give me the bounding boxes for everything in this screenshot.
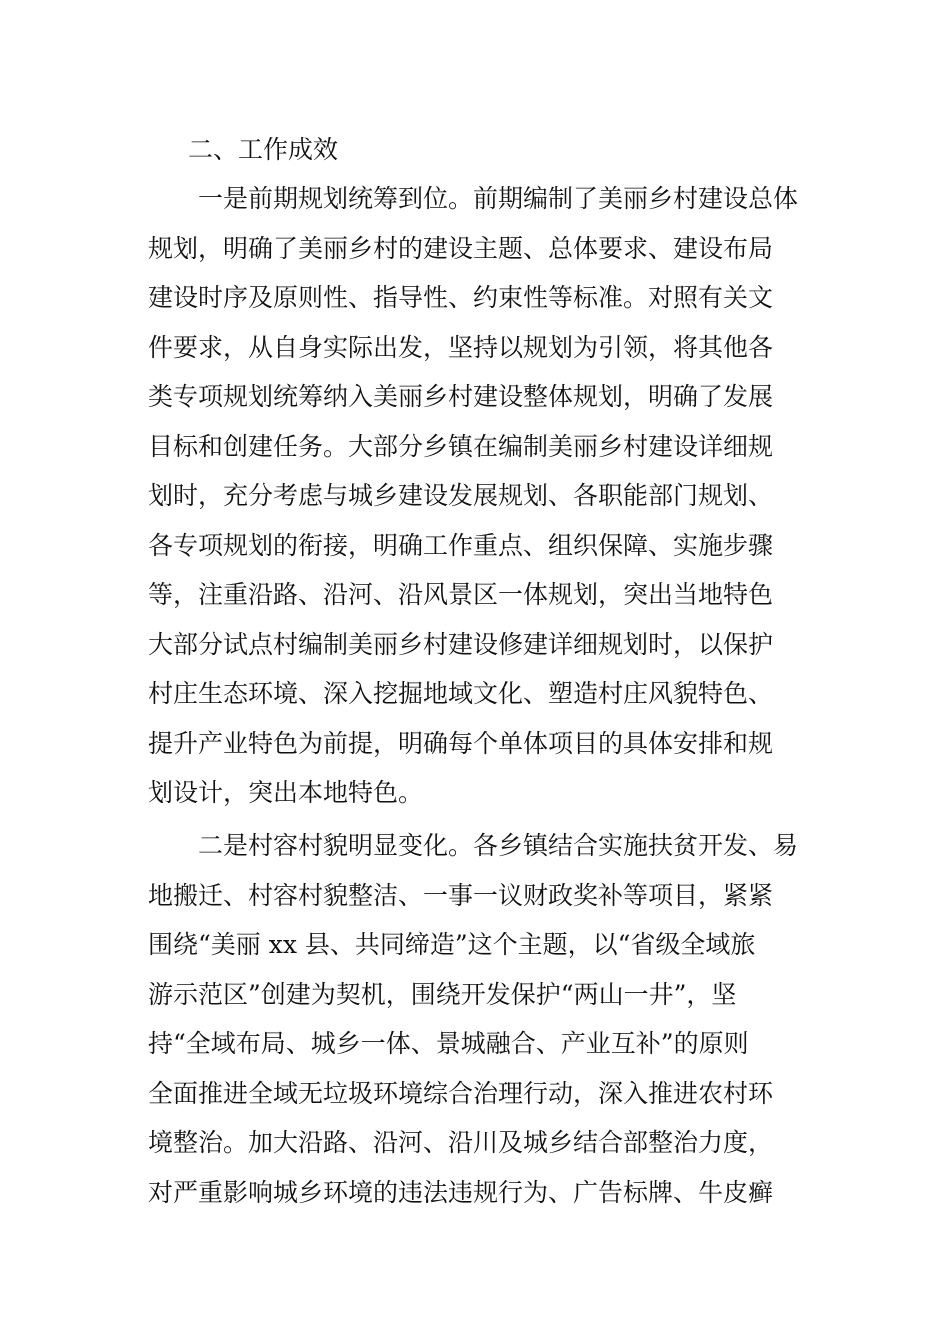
text-line: 规划，明确了美丽乡村的建设主题、总体要求、建设布局 (148, 233, 774, 263)
text-line: 目标和创建任务。大部分乡镇在编制美丽乡村建设详细规 (148, 431, 774, 461)
text-line: 划设计，突出本地特色。 (148, 778, 424, 807)
text-line: 地搬迁、村容村貌整洁、一事一议财政奖补等项目，紧紧 (148, 880, 774, 910)
text-line: 划时，充分考虑与城乡建设发展规划、各职能部门规划、 (148, 481, 774, 510)
text-line: 围绕“美丽 xx 县、共同缔造”这个主题，以“省级全域旅 (148, 930, 756, 959)
text-line: 持“全域布局、城乡一体、景城融合、产业互补”的原则 (148, 1029, 749, 1058)
paragraph-planning (148, 174, 808, 818)
text-line: 建设时序及原则性、指导性、约束性等标准。对照有关文 (148, 283, 774, 312)
text-line: 对严重影响城乡环境的违法违规行为、广告标牌、牛皮癣 (148, 1177, 774, 1207)
text-line: 提升产业特色为前提，明确每个单体项目的具体安排和规 (148, 728, 774, 758)
text-line: 一是前期规划统筹到位。前期编制了美丽乡村建设总体 (148, 184, 799, 213)
text-line: 大部分试点村编制美丽乡村建设修建详细规划时，以保护 (148, 629, 774, 659)
paragraph-village-appearance (148, 821, 808, 1217)
text-line: 各专项规划的衔接，明确工作重点、组织保障、实施步骤 (148, 530, 774, 560)
text-line: 二是村容村貌明显变化。各乡镇结合实施扶贫开发、易 (148, 831, 799, 860)
text-line: 类专项规划统筹纳入美丽乡村建设整体规划，明确了发展 (148, 382, 774, 411)
text-line: 等，注重沿路、沿河、沿风景区一体规划，突出当地特色 (148, 580, 774, 609)
text-line: 游示范区”创建为契机，围绕开发保护“两山一井”，坚 (148, 979, 737, 1009)
text-line: 件要求，从自身实际出发，坚持以规划为引领，将其他各 (148, 332, 774, 362)
text-line: 全面推进全域无垃圾环境综合治理行动，深入推进农村环 (148, 1078, 774, 1108)
section-heading: 二、工作成效 (188, 135, 339, 164)
text-line: 村庄生态环境、深入挖掘地域文化、塑造村庄风貌特色、 (148, 679, 774, 708)
text-line: 境整治。加大沿路、沿河、沿川及城乡结合部整治力度， (148, 1128, 774, 1157)
